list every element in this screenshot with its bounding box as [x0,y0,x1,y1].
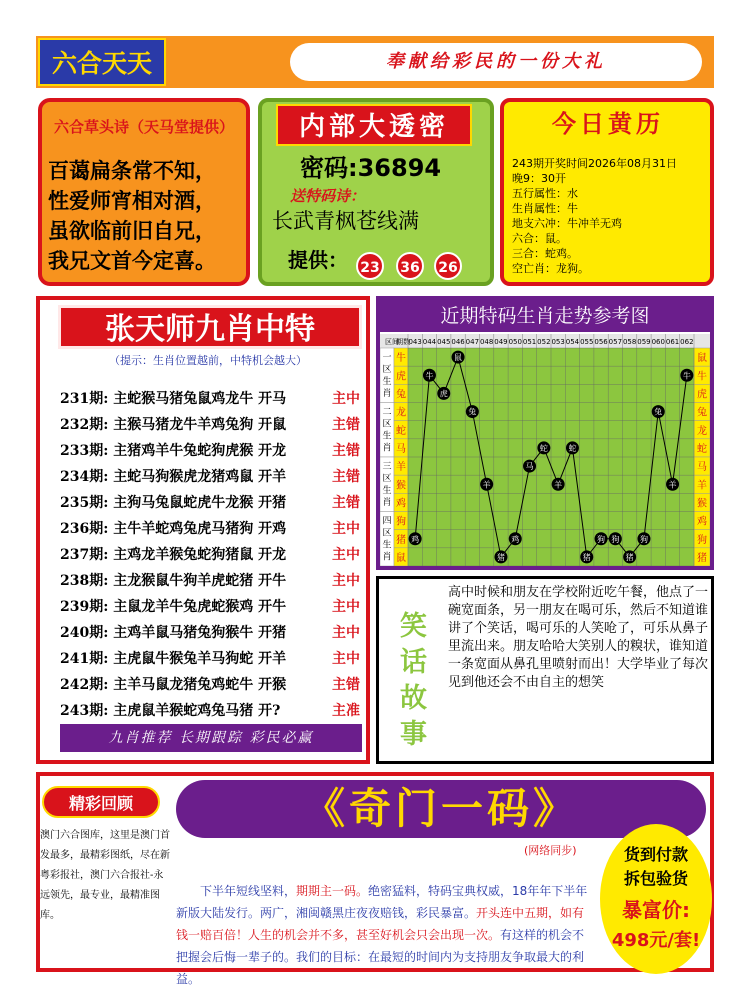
period-tick: 046 [451,338,465,346]
period-tick: 048 [479,338,494,346]
zodiac-label-right: 龙 [697,425,707,437]
prediction-row [60,518,360,544]
special-poem: 长武青枫苍线满 [272,209,419,233]
secret-code [300,148,480,182]
zodiac-label-right: 蛇 [697,443,707,455]
zodiac-label-right: 牛 [697,371,707,383]
zodiac-label-right: 虎 [697,389,707,401]
code-label: 密码: [300,154,358,182]
zodiac-label: 龙 [396,407,406,419]
zodiac-label: 鼠 [396,552,406,564]
edition-tag: 六合天天 [38,38,166,86]
zodiac-label-right: 兔 [697,407,707,419]
period-tick: 053 [551,338,565,346]
prediction-main: 235期: 主狗马兔鼠蛇虎牛龙猴 开猪 [60,495,287,511]
review-badge: 精彩回顾 [42,786,160,818]
trend-point-label: 羊 [554,480,563,490]
prediction-row [60,440,360,466]
joke-text: 高中时候和朋友在学校附近吃午餐，他点了一碗宽面条，另一朋友在喝可乐，然后不知道谁讲了个笑话，喝可乐的人笑呛了，可乐从鼻子里流出来。朋友哈哈大笑别人的糗状，谁知道一条宽面从鼻孔里喷射而出！大学毕业了每次见到他还会不由自主的想笑 [448,585,709,690]
zone-label-char: 区 [382,419,392,430]
trend-point-label: 狗 [639,534,648,544]
zone-label-char: 肖 [382,389,392,399]
predictions-footer: 九肖推荐 长期跟踪 彩民必赢 [60,724,362,752]
almanac-line: 空亡肖：龙狗。 [512,262,589,275]
zone-label-char: 生 [382,377,392,387]
period-tick: 049 [494,338,508,346]
zone-label-char: 区 [382,528,392,539]
secret-title: 内部大透密 [276,104,472,146]
prediction-result: 主错 [332,443,360,459]
trend-point-label: 鼠 [454,353,463,363]
prediction-result: 主中 [332,573,360,589]
joke-label-char: 事 [400,719,427,750]
prediction-result: 主中 [332,625,360,641]
prediction-main: 231期: 主蛇猴马猪兔鼠鸡龙牛 开马 [60,391,287,407]
promo-body-highlight: 期期主一码。 [296,884,369,898]
poem-line: 我兄文首今定喜。 [48,249,216,273]
prediction-main: 240期: 主鸡羊鼠马猪兔狗猴牛 开猪 [60,625,287,641]
prediction-result: 主中 [332,521,360,537]
period-tick: 059 [637,338,651,346]
promo-body-text: 下半年短线坚料， [200,884,297,898]
joke-label-char: 话 [400,647,427,678]
prediction-main: 236期: 主牛羊蛇鸡兔虎马猪狗 开鸡 [60,521,287,537]
trend-point-label: 猪 [582,552,591,562]
promo-line: 拆包验货 [623,869,688,888]
zone-label-char: 一 [382,353,392,363]
prediction-row [60,414,360,440]
review-text: 澳门六合图库，这里是澳门首发最多，最精彩图纸，尽在新粤彩报社，澳门六合报社-永远领先，最专业，最精准图库。 [40,830,170,921]
zone-label-char: 二 [382,407,392,418]
prediction-result: 主中 [332,391,360,407]
prediction-main: 241期: 主虎鼠牛猴兔羊马狗蛇 开羊 [60,651,287,667]
prediction-main: 233期: 主猪鸡羊牛兔蛇狗虎猴 开龙 [60,443,287,459]
zodiac-label: 虎 [396,371,406,383]
trend-title: 近期特码生肖走势参考图 [380,300,710,332]
prediction-main: 232期: 主猴马猪龙牛羊鸡兔狗 开鼠 [60,417,287,433]
almanac-line: 六合：鼠。 [512,232,567,245]
prediction-main: 237期: 主鸡龙羊猴兔蛇狗猪鼠 开龙 [60,547,287,563]
zodiac-label: 狗 [396,516,406,528]
promo-body [176,880,596,986]
joke-label-char: 故 [400,683,427,714]
number-ball: 26 [434,252,462,280]
prediction-row [60,622,360,648]
zodiac-label: 牛 [396,353,406,365]
zone-label-char: 区 [382,474,392,484]
prediction-main: 238期: 主龙猴鼠牛狗羊虎蛇猪 开牛 [60,573,287,589]
trend-point-label: 兔 [468,407,477,417]
trend-point-label: 蛇 [568,443,577,453]
trend-point-label: 兔 [654,407,663,417]
promo-banner: 《奇门一码》 [176,780,706,838]
zone-label-char: 肖 [382,552,392,563]
zodiac-label: 鸡 [396,498,406,510]
zone-label-char: 肖 [382,498,392,508]
prediction-row [60,544,360,570]
poem-title: 六合草头诗（天马堂提供） [53,118,234,136]
trend-chart [380,334,710,566]
period-tick: 044 [422,338,437,346]
trend-point-label: 蛇 [539,443,548,453]
almanac-title: 今日黄历 [552,109,664,138]
zodiac-label: 蛇 [396,425,406,437]
period-tick: 062 [680,338,694,346]
number-ball: 23 [356,252,384,280]
promo-body-text: 有这样的机会不把握会后悔一辈子的。我们的目标：在最短的时间内为支持朋友争取最大的利益。 [176,928,585,986]
almanac-line: 生肖属性：牛 [512,202,578,215]
predictions-title: 张天师九肖中特 [58,305,362,349]
promo-line: 货到付款 [623,845,688,864]
period-tick: 061 [665,338,680,346]
zone-label-char: 区 [382,365,392,375]
period-tick: 052 [537,338,551,346]
almanac-line: 三合：蛇鸡。 [512,247,578,260]
period-tick: 045 [437,338,451,346]
promo-body-text: 绝密猛料，特码宝典权威，18年年下半年新版大陆发行。两广，湘闽赣黑庄夜夜赔钱，彩民暴富。 [176,884,588,920]
zodiac-label-right: 鼠 [697,353,707,365]
number-ball: 36 [396,252,424,280]
poem-label: 送特码诗： [290,187,366,205]
sync-note: (网络同步) [524,844,577,857]
provide-label: 提供： [288,248,348,272]
period-tick: 054 [565,338,580,346]
prediction-row [60,674,360,700]
prediction-row [60,388,360,414]
zodiac-label: 猪 [396,534,406,546]
trend-point-label: 羊 [668,480,677,490]
period-tick: 058 [622,338,637,346]
trend-point-label: 羊 [482,480,491,490]
almanac-line: 晚9：30开 [512,172,566,185]
zone-label-char: 肖 [382,443,392,454]
trend-point-label: 狗 [597,534,606,544]
prediction-main: 239期: 主鼠龙羊牛兔虎蛇猴鸡 开牛 [60,599,287,615]
prediction-result: 主错 [332,677,360,693]
zone-label-char: 三 [382,462,392,472]
prediction-result: 主中 [332,599,360,615]
prediction-result: 主中 [332,651,360,667]
zone-label-char: 四 [382,516,392,527]
zone-label-char: 生 [382,486,392,496]
zodiac-label-right: 猪 [697,552,707,564]
zodiac-label: 猴 [396,480,406,492]
predictions-hint: （提示：生肖位置越前，中特机会越大） [109,354,307,367]
header-slogan: 奉献给彩民的一份大礼 [290,43,702,81]
prediction-row [60,570,360,596]
zodiac-label-right: 鸡 [697,516,707,528]
period-header: 期数 [396,338,410,346]
prediction-row [60,466,360,492]
promo-body-highlight: 开头连中五期，如有钱一赔百倍！人生的机会并不多，甚至好机会只会出现一次。 [176,906,585,942]
zone-label-char: 生 [382,540,392,551]
joke-label-char: 笑 [400,611,427,642]
trend-point-label: 鸡 [511,534,520,544]
prediction-row [60,700,360,726]
period-tick: 051 [522,338,537,346]
zone-label-char: 生 [382,431,392,442]
prediction-result: 主错 [332,469,360,485]
prediction-row [60,596,360,622]
prediction-row [60,648,360,674]
trend-point-label: 马 [525,462,534,472]
period-tick: 050 [508,338,522,346]
almanac-line: 五行属性：水 [512,187,578,200]
zodiac-label-right: 马 [697,462,707,474]
zodiac-label-right: 狗 [697,534,707,546]
prediction-result: 主准 [332,703,360,719]
period-tick: 057 [608,338,623,346]
trend-point-label: 牛 [682,371,691,381]
period-tick: 056 [594,338,608,346]
prediction-result: 主错 [332,417,360,433]
period-tick: 043 [408,338,422,346]
zodiac-label: 马 [396,443,406,455]
almanac-line: 243期开奖时间2026年08月31日 [512,157,677,170]
trend-point-label: 牛 [425,371,434,381]
poem-line: 百蔼扁条常不知， [48,159,216,183]
zodiac-label-right: 猴 [697,498,707,510]
code-value: 36894 [357,154,442,182]
trend-point-label: 鸡 [411,534,420,544]
trend-point-label: 狗 [611,534,620,544]
poem-line: 虽欲临前旧自兄， [48,219,216,243]
almanac-line: 地支六冲：牛冲羊无鸡 [512,217,622,230]
prediction-main: 242期: 主羊马鼠龙猪兔鸡蛇牛 开猴 [60,677,287,693]
zodiac-label: 兔 [396,389,406,401]
promo-line: 暴富价: [622,898,690,922]
poem-line: 性爱师宵相对酒， [48,189,216,213]
zone-header: 区间 [385,338,399,346]
zodiac-label-right: 羊 [697,480,707,492]
prediction-main: 234期: 主蛇马狗猴虎龙猪鸡鼠 开羊 [60,469,287,485]
trend-point-label: 猪 [625,552,634,562]
prediction-main: 243期: 主虎鼠羊猴蛇鸡兔马猪 开? [60,703,281,719]
period-tick: 055 [580,338,594,346]
prediction-row [60,492,360,518]
period-tick: 060 [651,338,665,346]
prediction-result: 主错 [332,495,360,511]
period-tick: 047 [465,338,480,346]
trend-point-label: 虎 [439,389,448,399]
trend-point-label: 猪 [496,552,505,562]
promo-price: 498元/套! [611,930,701,951]
zodiac-label: 羊 [396,462,406,474]
prediction-result: 主中 [332,547,360,563]
